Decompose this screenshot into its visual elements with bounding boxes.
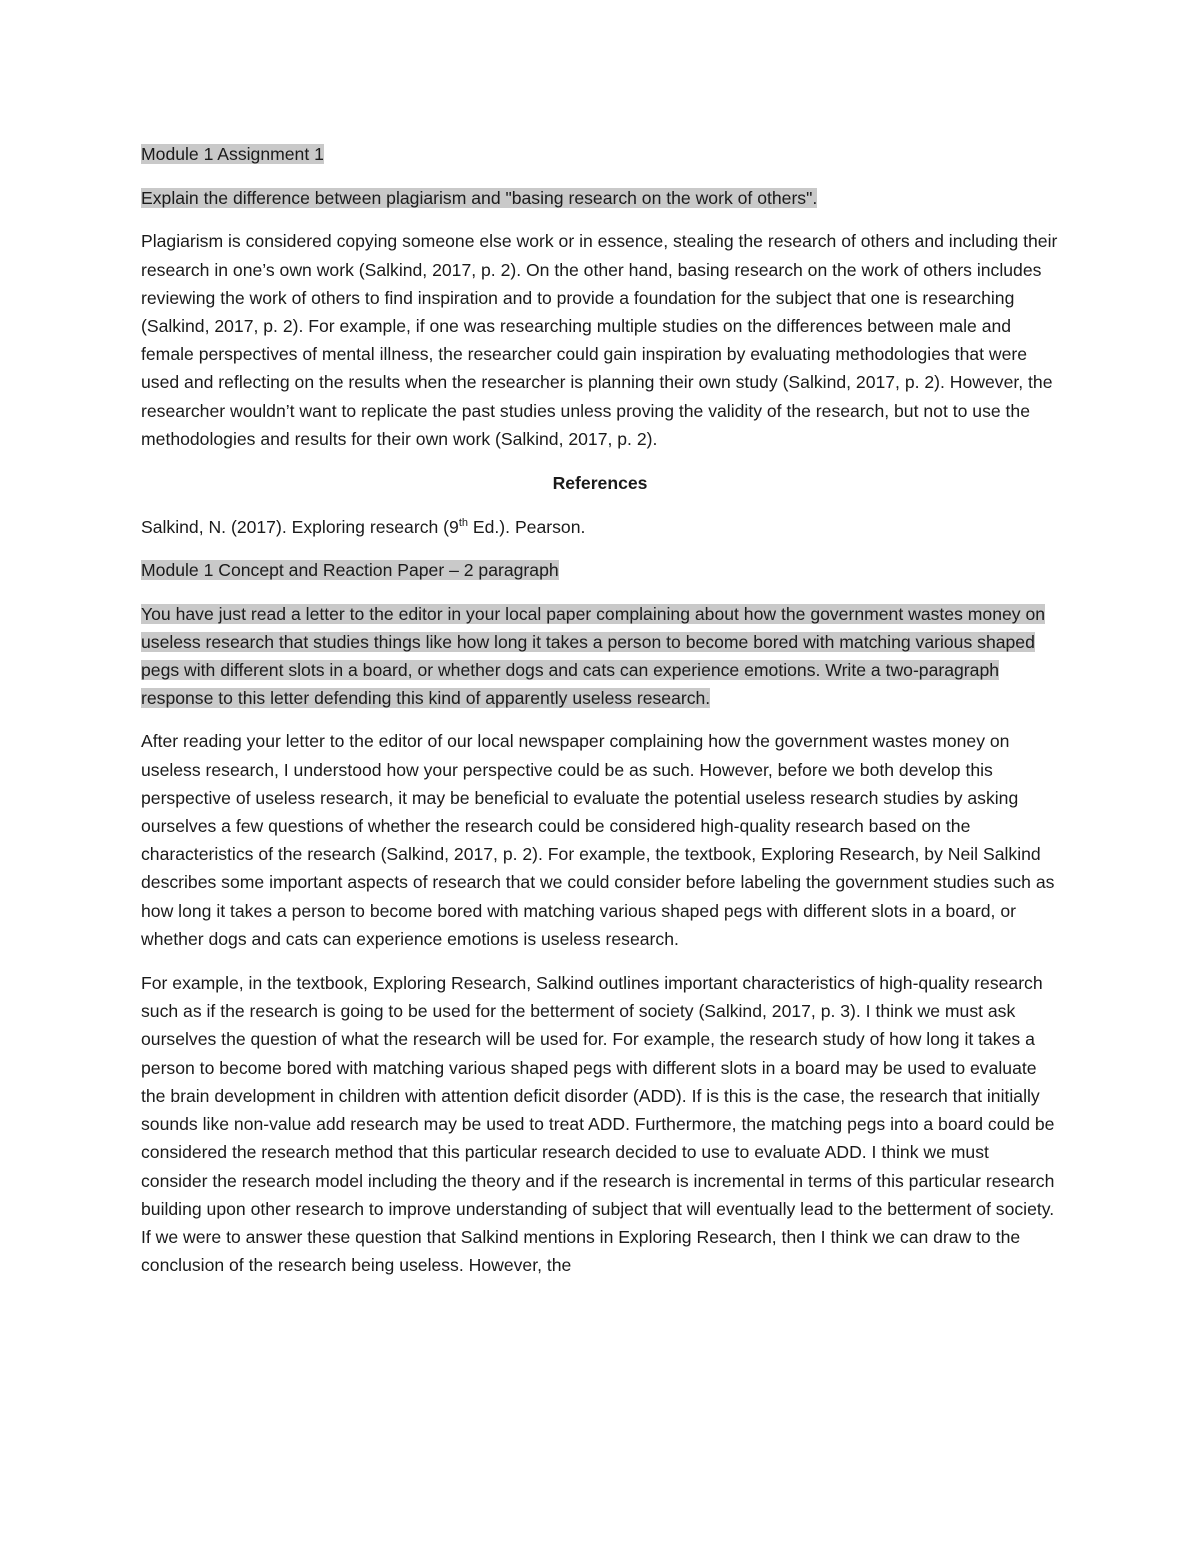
assignment2-prompt — [141, 600, 1059, 713]
response-paragraph-1: After reading your letter to the editor of our local newspaper complaining how the government wastes money on useless research, I understood how your perspective could be as such. However, before we both develop this perspective of useless research, it may be beneficial to evaluate the potential useless research studies by asking ourselves a few questions of whether the research could be considered high-quality research based on the characteristics of the research (Salkind, 2017, p. 2). For example, the textbook, Exploring Research, by Neil Salkind describes some important aspects of research that we could consider before labeling the government studies such as how long it takes a person to become bored with matching various shaped pegs with different slots in a board, or whether dogs and cats can experience emotions is useless research. — [141, 731, 1055, 949]
assignment2-prompt-text: You have just read a letter to the editor in your local paper complaining about how the government wastes money on useless research that studies things like how long it takes a person to become bored with matching various shaped pegs with different slots in a board, or whether dogs and cats can experience emotions. Write a two-paragraph response to this letter defending this kind of apparently useless research. — [141, 603, 1046, 709]
reference-entry-main: Salkind, N. (2017). Exploring research (9 — [141, 517, 459, 538]
assignment1-prompt — [141, 184, 1059, 212]
response-paragraph-2: For example, in the textbook, Exploring Research, Salkind outlines important characteristics of high-quality research such as if the research is going to be used for the betterment of society (Salkind, 2017, p. 3). I think we must ask ourselves the question of what the research will be used for. For example, the research study of how long it takes a person to become bored with matching various shaped pegs with different slots in a board may be used to evaluate the brain development in children with attention deficit disorder (ADD). If is this is the case, the research that initially sounds like non-value add research may be used to treat ADD. Furthermore, the matching pegs into a board could be considered the research method that this particular research decided to use to evaluate ADD. I think we must consider the research model including the theory and if the research is incremental in terms of this particular research building upon other research to improve understanding of subject that will eventually lead to the betterment of society. If we were to answer these question that Salkind mentions in Exploring Research, then I think we can draw to the conclusion of the research being useless. However, the — [141, 973, 1055, 1276]
references-heading: References — [552, 473, 648, 494]
assignment2-title — [141, 556, 1059, 584]
assignment1-answer: Plagiarism is considered copying someone else work or in essence, stealing the research of others and including their research in one’s own work (Salkind, 2017, p. 2). On the other hand, basing research on the work of others includes reviewing the work of others to find inspiration and to provide a foundation for the subject that one is researching (Salkind, 2017, p. 2). For example, if one was researching multiple studies on the differences between male and female perspectives of mental illness, the researcher could gain inspiration by evaluating methodologies that were used and reflecting on the results when the researcher is planning their own study (Salkind, 2017, p. 2). However, the researcher wouldn’t want to replicate the past studies unless proving the validity of the research, but not to use the methodologies and results for their own work (Salkind, 2017, p. 2). — [141, 231, 1058, 449]
assignment1-title — [141, 140, 1059, 168]
assignment1-prompt-text: Explain the difference between plagiarism and "basing research on the work of others". — [141, 188, 818, 209]
assignment1-title-text: Module 1 Assignment 1 — [141, 144, 324, 164]
reference-entry — [141, 513, 1059, 541]
reference-entry-superscript: th — [458, 517, 469, 530]
document-page — [141, 140, 1059, 1279]
assignment2-title-text: Module 1 Concept and Reaction Paper – 2 paragraph — [141, 560, 559, 581]
reference-entry-end: Ed.). Pearson. — [468, 517, 586, 538]
